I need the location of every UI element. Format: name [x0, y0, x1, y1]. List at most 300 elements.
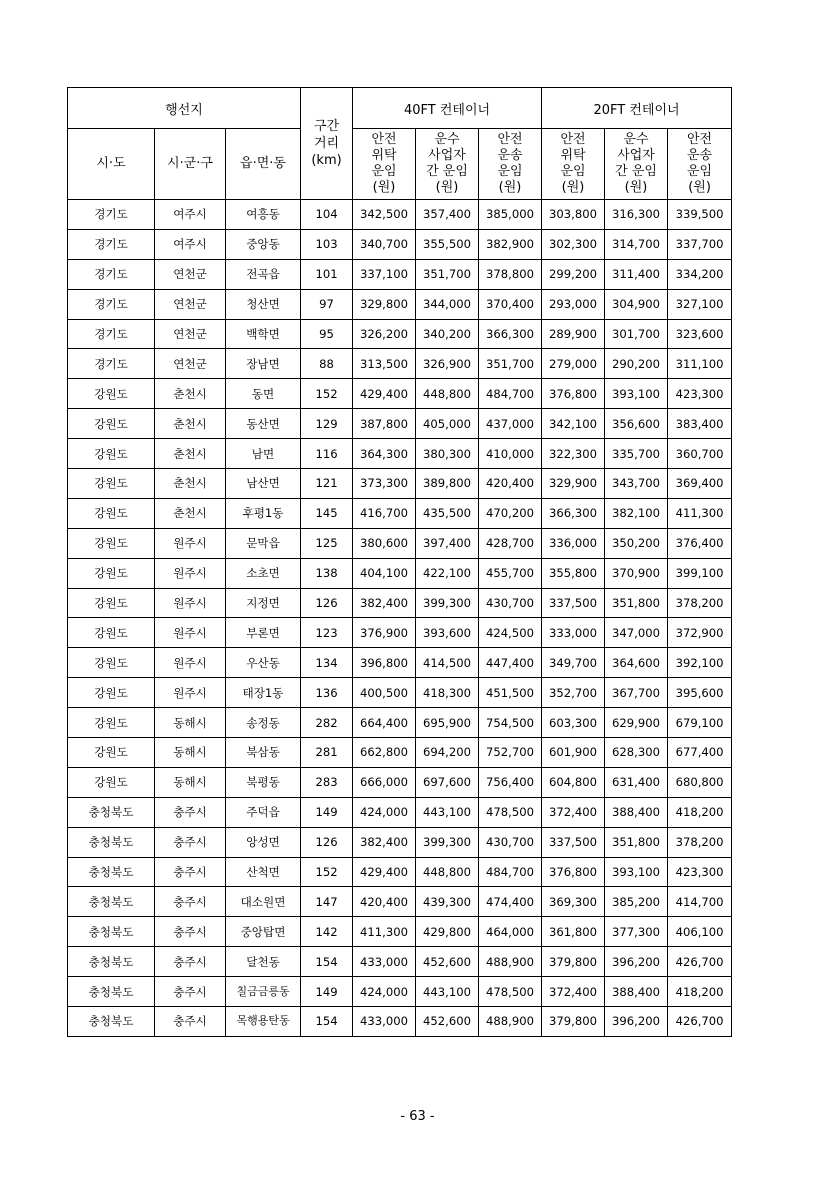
ft20-safe-transport-cell: 323,600	[668, 319, 732, 349]
eupmyeondong-cell: 칠금금릉동	[226, 977, 301, 1007]
ft20-safe-consign-cell: 372,400	[542, 797, 605, 827]
eupmyeondong-cell: 장남면	[226, 349, 301, 379]
ft40-safe-transport-cell: 754,500	[479, 708, 542, 738]
ft40-carrier-cell: 326,900	[416, 349, 479, 379]
table-row	[68, 558, 732, 588]
ft20-safe-consign-cell: 379,800	[542, 947, 605, 977]
distance-cell: 282	[301, 708, 353, 738]
ft40-carrier-cell: 389,800	[416, 469, 479, 499]
ft20-carrier-cell: 304,900	[605, 289, 668, 319]
table-row	[68, 289, 732, 319]
eupmyeondong-cell: 지정면	[226, 588, 301, 618]
ft20-safe-transport-cell: 334,200	[668, 259, 732, 289]
eupmyeondong-cell: 청산면	[226, 289, 301, 319]
ft40-safe-consign-cell: 380,600	[353, 528, 416, 558]
ft20-header: 20FT 컨테이너	[542, 88, 732, 129]
ft40-safe-consign-cell: 382,400	[353, 588, 416, 618]
ft20-carrier-cell: 388,400	[605, 797, 668, 827]
ft20-carrier-cell: 335,700	[605, 439, 668, 469]
ft20-carrier-cell: 393,100	[605, 379, 668, 409]
ft40-safe-transport-cell: 382,900	[479, 229, 542, 259]
sido-cell: 강원도	[68, 379, 155, 409]
ft20-safe-transport-cell: 677,400	[668, 738, 732, 768]
sido-cell: 충청북도	[68, 1007, 155, 1037]
ft20-safe-transport-cell: 327,100	[668, 289, 732, 319]
ft20-safe-transport-cell: 406,100	[668, 917, 732, 947]
ft20-carrier-cell: 364,600	[605, 648, 668, 678]
sido-cell: 충청북도	[68, 797, 155, 827]
ft20-carrier-cell: 396,200	[605, 1007, 668, 1037]
ft40-safe-consign-cell: 313,500	[353, 349, 416, 379]
ft20-carrier-header: 운수 사업자 간 운임 (원)	[605, 129, 668, 200]
ft40-safe-transport-cell: 370,400	[479, 289, 542, 319]
ft20-safe-transport-cell: 414,700	[668, 887, 732, 917]
distance-cell: 126	[301, 588, 353, 618]
sido-cell: 충청북도	[68, 887, 155, 917]
eupmyeondong-cell: 전곡읍	[226, 259, 301, 289]
eupmyeondong-cell: 백학면	[226, 319, 301, 349]
ft40-safe-transport-cell: 756,400	[479, 767, 542, 797]
sigungu-cell: 춘천시	[155, 469, 226, 499]
sigungu-cell: 원주시	[155, 648, 226, 678]
ft40-safe-transport-cell: 366,300	[479, 319, 542, 349]
sido-cell: 충청북도	[68, 977, 155, 1007]
ft40-carrier-header: 운수 사업자 간 운임 (원)	[416, 129, 479, 200]
ft20-carrier-cell: 311,400	[605, 259, 668, 289]
ft40-safe-consign-cell: 429,400	[353, 857, 416, 887]
sido-cell: 강원도	[68, 528, 155, 558]
ft20-safe-consign-cell: 337,500	[542, 588, 605, 618]
ft40-safe-consign-cell: 400,500	[353, 678, 416, 708]
sido-cell: 충청북도	[68, 827, 155, 857]
eupmyeondong-cell: 동면	[226, 379, 301, 409]
sigungu-cell: 연천군	[155, 259, 226, 289]
ft20-safe-transport-cell: 369,400	[668, 469, 732, 499]
distance-header-unit: (km)	[311, 153, 342, 168]
eupmyeondong-cell: 북평동	[226, 767, 301, 797]
ft20-safe-transport-cell: 423,300	[668, 857, 732, 887]
ft20-safe-transport-cell: 339,500	[668, 200, 732, 230]
table-row	[68, 738, 732, 768]
ft40-carrier-cell: 405,000	[416, 409, 479, 439]
table-row	[68, 857, 732, 887]
eupmyeondong-cell: 부론면	[226, 618, 301, 648]
distance-cell: 121	[301, 469, 353, 499]
ft40-carrier-cell: 399,300	[416, 588, 479, 618]
ft20-safe-consign-cell: 376,800	[542, 379, 605, 409]
ft20-carrier-cell: 393,100	[605, 857, 668, 887]
ft40-carrier-cell: 399,300	[416, 827, 479, 857]
ft20-safe-transport-cell: 360,700	[668, 439, 732, 469]
ft20-carrier-cell: 629,900	[605, 708, 668, 738]
ft20-safe-consign-cell: 361,800	[542, 917, 605, 947]
eupmyeondong-cell: 문막읍	[226, 528, 301, 558]
sido-cell: 강원도	[68, 498, 155, 528]
sigungu-cell: 춘천시	[155, 498, 226, 528]
sido-cell: 강원도	[68, 469, 155, 499]
ft20-safe-consign-cell: 342,100	[542, 409, 605, 439]
ft40-safe-consign-cell: 664,400	[353, 708, 416, 738]
ft40-carrier-cell: 435,500	[416, 498, 479, 528]
ft20-carrier-cell: 356,600	[605, 409, 668, 439]
table-row	[68, 319, 732, 349]
eupmyeondong-cell: 후평1동	[226, 498, 301, 528]
sigungu-cell: 원주시	[155, 528, 226, 558]
ft20-safe-consign-cell: 337,500	[542, 827, 605, 857]
ft40-safe-consign-cell: 364,300	[353, 439, 416, 469]
ft20-safe-consign-cell: 604,800	[542, 767, 605, 797]
ft40-safe-transport-cell: 478,500	[479, 797, 542, 827]
ft40-safe-transport-cell: 428,700	[479, 528, 542, 558]
ft20-safe-consign-cell: 376,800	[542, 857, 605, 887]
ft40-carrier-cell: 694,200	[416, 738, 479, 768]
ft40-safe-consign-cell: 326,200	[353, 319, 416, 349]
ft20-carrier-cell: 385,200	[605, 887, 668, 917]
table-row	[68, 1007, 732, 1037]
ft40-safe-transport-cell: 385,000	[479, 200, 542, 230]
ft40-safe-transport-header: 안전 운송 운임 (원)	[479, 129, 542, 200]
table-header	[68, 88, 732, 200]
table-row	[68, 528, 732, 558]
ft40-carrier-cell: 443,100	[416, 977, 479, 1007]
ft40-safe-transport-cell: 752,700	[479, 738, 542, 768]
eupmyeondong-cell: 주덕읍	[226, 797, 301, 827]
eupmyeondong-cell: 중앙동	[226, 229, 301, 259]
sigungu-cell: 연천군	[155, 289, 226, 319]
sigungu-cell: 춘천시	[155, 409, 226, 439]
sigungu-cell: 충주시	[155, 917, 226, 947]
table-row	[68, 439, 732, 469]
sido-cell: 강원도	[68, 648, 155, 678]
eupmyeondong-cell: 동산면	[226, 409, 301, 439]
ft20-safe-transport-cell: 680,800	[668, 767, 732, 797]
eupmyeondong-cell: 남산면	[226, 469, 301, 499]
ft20-safe-transport-cell: 426,700	[668, 947, 732, 977]
ft40-safe-transport-cell: 478,500	[479, 977, 542, 1007]
ft20-safe-transport-cell: 399,100	[668, 558, 732, 588]
ft40-carrier-cell: 429,800	[416, 917, 479, 947]
distance-cell: 145	[301, 498, 353, 528]
ft40-safe-consign-cell: 342,500	[353, 200, 416, 230]
sido-cell: 충청북도	[68, 947, 155, 977]
ft20-safe-consign-cell: 372,400	[542, 977, 605, 1007]
ft20-carrier-cell: 377,300	[605, 917, 668, 947]
ft20-safe-consign-cell: 302,300	[542, 229, 605, 259]
sigungu-cell: 동해시	[155, 708, 226, 738]
ft20-safe-transport-cell: 378,200	[668, 588, 732, 618]
table-row	[68, 678, 732, 708]
ft20-safe-transport-cell: 426,700	[668, 1007, 732, 1037]
ft20-safe-transport-cell: 337,700	[668, 229, 732, 259]
eupmyeondong-cell: 송정동	[226, 708, 301, 738]
ft20-safe-consign-cell: 293,000	[542, 289, 605, 319]
sido-cell: 경기도	[68, 229, 155, 259]
sigungu-cell: 원주시	[155, 618, 226, 648]
distance-header-line1: 구간	[313, 119, 340, 134]
sigungu-cell: 동해시	[155, 738, 226, 768]
table-row	[68, 827, 732, 857]
sido-cell: 강원도	[68, 409, 155, 439]
sido-cell: 충청북도	[68, 917, 155, 947]
table-body	[68, 200, 732, 1037]
ft40-safe-transport-cell: 488,900	[479, 1007, 542, 1037]
ft40-safe-consign-cell: 404,100	[353, 558, 416, 588]
distance-header	[301, 88, 353, 200]
table-row	[68, 409, 732, 439]
ft20-safe-consign-cell: 366,300	[542, 498, 605, 528]
ft20-safe-transport-cell: 423,300	[668, 379, 732, 409]
eupmyeondong-cell: 중앙탑면	[226, 917, 301, 947]
ft40-safe-consign-header: 안전 위탁 운임 (원)	[353, 129, 416, 200]
ft40-safe-transport-cell: 464,000	[479, 917, 542, 947]
ft20-safe-transport-cell: 311,100	[668, 349, 732, 379]
distance-header-line2: 거리	[313, 136, 340, 151]
distance-cell: 283	[301, 767, 353, 797]
ft20-carrier-cell: 388,400	[605, 977, 668, 1007]
ft40-safe-consign-cell: 429,400	[353, 379, 416, 409]
distance-cell: 149	[301, 977, 353, 1007]
sigungu-cell: 충주시	[155, 947, 226, 977]
distance-cell: 138	[301, 558, 353, 588]
distance-cell: 116	[301, 439, 353, 469]
ft40-carrier-cell: 357,400	[416, 200, 479, 230]
ft40-safe-consign-cell: 387,800	[353, 409, 416, 439]
sigungu-cell: 연천군	[155, 349, 226, 379]
ft40-safe-consign-cell: 329,800	[353, 289, 416, 319]
distance-cell: 147	[301, 887, 353, 917]
eupmyeondong-cell: 산척면	[226, 857, 301, 887]
ft40-safe-consign-cell: 424,000	[353, 977, 416, 1007]
sido-cell: 경기도	[68, 319, 155, 349]
table-row	[68, 379, 732, 409]
ft20-carrier-cell: 631,400	[605, 767, 668, 797]
ft20-safe-consign-header: 안전 위탁 운임 (원)	[542, 129, 605, 200]
table-row	[68, 947, 732, 977]
ft40-carrier-cell: 443,100	[416, 797, 479, 827]
ft20-safe-transport-cell: 411,300	[668, 498, 732, 528]
ft20-safe-consign-cell: 369,300	[542, 887, 605, 917]
sigungu-header: 시·군·구	[155, 129, 226, 200]
page-number: - 63 -	[400, 1109, 435, 1124]
table-row	[68, 588, 732, 618]
distance-cell: 125	[301, 528, 353, 558]
ft40-safe-consign-cell: 433,000	[353, 1007, 416, 1037]
ft40-safe-transport-cell: 484,700	[479, 379, 542, 409]
ft40-safe-consign-cell: 337,100	[353, 259, 416, 289]
table-row	[68, 349, 732, 379]
sido-cell: 경기도	[68, 349, 155, 379]
sido-cell: 강원도	[68, 558, 155, 588]
table-row	[68, 469, 732, 499]
ft40-safe-transport-cell: 424,500	[479, 618, 542, 648]
sigungu-cell: 충주시	[155, 977, 226, 1007]
ft40-safe-transport-cell: 488,900	[479, 947, 542, 977]
ft40-carrier-cell: 397,400	[416, 528, 479, 558]
ft40-carrier-cell: 393,600	[416, 618, 479, 648]
distance-cell: 95	[301, 319, 353, 349]
distance-cell: 154	[301, 947, 353, 977]
ft40-carrier-cell: 351,700	[416, 259, 479, 289]
distance-cell: 126	[301, 827, 353, 857]
ft40-safe-consign-cell: 411,300	[353, 917, 416, 947]
table-row	[68, 977, 732, 1007]
ft40-safe-transport-cell: 420,400	[479, 469, 542, 499]
ft20-carrier-cell: 351,800	[605, 588, 668, 618]
sido-cell: 경기도	[68, 289, 155, 319]
ft20-carrier-cell: 301,700	[605, 319, 668, 349]
ft40-safe-consign-cell: 666,000	[353, 767, 416, 797]
ft40-safe-transport-cell: 378,800	[479, 259, 542, 289]
ft20-carrier-cell: 396,200	[605, 947, 668, 977]
sigungu-cell: 원주시	[155, 588, 226, 618]
ft20-safe-consign-cell: 289,900	[542, 319, 605, 349]
ft40-carrier-cell: 355,500	[416, 229, 479, 259]
ft20-safe-consign-cell: 303,800	[542, 200, 605, 230]
ft40-carrier-cell: 418,300	[416, 678, 479, 708]
ft40-safe-consign-cell: 420,400	[353, 887, 416, 917]
ft20-safe-transport-cell: 383,400	[668, 409, 732, 439]
sido-cell: 강원도	[68, 678, 155, 708]
eupmyeondong-cell: 달천동	[226, 947, 301, 977]
ft40-carrier-cell: 344,000	[416, 289, 479, 319]
eupmyeondong-cell: 소초면	[226, 558, 301, 588]
ft20-safe-transport-header: 안전 운송 운임 (원)	[668, 129, 732, 200]
sido-header: 시·도	[68, 129, 155, 200]
sigungu-cell: 동해시	[155, 767, 226, 797]
sido-cell: 강원도	[68, 738, 155, 768]
ft40-safe-transport-cell: 430,700	[479, 827, 542, 857]
ft20-carrier-cell: 628,300	[605, 738, 668, 768]
ft40-safe-consign-cell: 424,000	[353, 797, 416, 827]
sigungu-cell: 여주시	[155, 229, 226, 259]
ft20-carrier-cell: 316,300	[605, 200, 668, 230]
ft20-safe-transport-cell: 378,200	[668, 827, 732, 857]
distance-cell: 136	[301, 678, 353, 708]
table-row	[68, 917, 732, 947]
ft40-safe-transport-cell: 474,400	[479, 887, 542, 917]
ft40-safe-consign-cell: 396,800	[353, 648, 416, 678]
sido-cell: 경기도	[68, 259, 155, 289]
distance-cell: 104	[301, 200, 353, 230]
ft40-safe-transport-cell: 437,000	[479, 409, 542, 439]
eupmyeondong-cell: 우산동	[226, 648, 301, 678]
table-row	[68, 648, 732, 678]
ft40-safe-consign-cell: 340,700	[353, 229, 416, 259]
distance-cell: 281	[301, 738, 353, 768]
eupmyeondong-cell: 북삼동	[226, 738, 301, 768]
ft40-carrier-cell: 697,600	[416, 767, 479, 797]
sigungu-cell: 연천군	[155, 319, 226, 349]
ft20-safe-consign-cell: 379,800	[542, 1007, 605, 1037]
ft20-carrier-cell: 343,700	[605, 469, 668, 499]
ft40-safe-transport-cell: 470,200	[479, 498, 542, 528]
distance-cell: 123	[301, 618, 353, 648]
ft40-safe-transport-cell: 484,700	[479, 857, 542, 887]
distance-cell: 152	[301, 857, 353, 887]
ft40-carrier-cell: 422,100	[416, 558, 479, 588]
ft20-safe-consign-cell: 349,700	[542, 648, 605, 678]
table-row	[68, 259, 732, 289]
distance-cell: 88	[301, 349, 353, 379]
sido-cell: 강원도	[68, 708, 155, 738]
ft40-safe-transport-cell: 451,500	[479, 678, 542, 708]
ft40-carrier-cell: 340,200	[416, 319, 479, 349]
table-row	[68, 618, 732, 648]
distance-cell: 129	[301, 409, 353, 439]
ft40-safe-transport-cell: 447,400	[479, 648, 542, 678]
eupmyeondong-cell: 남면	[226, 439, 301, 469]
table-row	[68, 708, 732, 738]
ft40-safe-consign-cell: 416,700	[353, 498, 416, 528]
ft40-carrier-cell: 452,600	[416, 1007, 479, 1037]
sido-cell: 강원도	[68, 588, 155, 618]
table-row	[68, 797, 732, 827]
table-row	[68, 229, 732, 259]
sigungu-cell: 원주시	[155, 558, 226, 588]
sigungu-cell: 충주시	[155, 887, 226, 917]
ft40-header: 40FT 컨테이너	[353, 88, 542, 129]
sido-cell: 강원도	[68, 439, 155, 469]
ft20-carrier-cell: 370,900	[605, 558, 668, 588]
ft20-safe-consign-cell: 601,900	[542, 738, 605, 768]
ft20-safe-transport-cell: 418,200	[668, 977, 732, 1007]
ft40-carrier-cell: 448,800	[416, 857, 479, 887]
ft40-safe-consign-cell: 433,000	[353, 947, 416, 977]
ft40-safe-transport-cell: 351,700	[479, 349, 542, 379]
ft20-carrier-cell: 351,800	[605, 827, 668, 857]
ft20-safe-transport-cell: 376,400	[668, 528, 732, 558]
ft20-safe-consign-cell: 333,000	[542, 618, 605, 648]
ft40-carrier-cell: 695,900	[416, 708, 479, 738]
ft20-safe-transport-cell: 372,900	[668, 618, 732, 648]
sigungu-cell: 춘천시	[155, 379, 226, 409]
table-row	[68, 887, 732, 917]
ft40-carrier-cell: 448,800	[416, 379, 479, 409]
ft20-safe-consign-cell: 322,300	[542, 439, 605, 469]
sigungu-cell: 춘천시	[155, 439, 226, 469]
table-row	[68, 498, 732, 528]
sido-cell: 강원도	[68, 618, 155, 648]
ft20-safe-consign-cell: 603,300	[542, 708, 605, 738]
eupmyeondong-cell: 태장1동	[226, 678, 301, 708]
ft20-safe-transport-cell: 395,600	[668, 678, 732, 708]
ft20-safe-transport-cell: 392,100	[668, 648, 732, 678]
sigungu-cell: 충주시	[155, 1007, 226, 1037]
ft20-carrier-cell: 314,700	[605, 229, 668, 259]
eupmyeondong-cell: 앙성면	[226, 827, 301, 857]
ft40-safe-transport-cell: 455,700	[479, 558, 542, 588]
ft40-safe-transport-cell: 430,700	[479, 588, 542, 618]
ft20-carrier-cell: 367,700	[605, 678, 668, 708]
table-row	[68, 767, 732, 797]
sigungu-cell: 충주시	[155, 827, 226, 857]
destination-header: 행선지	[68, 88, 301, 129]
ft20-carrier-cell: 347,000	[605, 618, 668, 648]
ft20-safe-consign-cell: 355,800	[542, 558, 605, 588]
table-row	[68, 200, 732, 230]
distance-cell: 149	[301, 797, 353, 827]
ft40-safe-consign-cell: 373,300	[353, 469, 416, 499]
ft20-safe-transport-cell: 679,100	[668, 708, 732, 738]
ft40-carrier-cell: 380,300	[416, 439, 479, 469]
distance-cell: 152	[301, 379, 353, 409]
distance-cell: 101	[301, 259, 353, 289]
freight-rate-table	[67, 87, 732, 1037]
eupmyeondong-header: 읍·면·동	[226, 129, 301, 200]
ft40-carrier-cell: 414,500	[416, 648, 479, 678]
sido-cell: 경기도	[68, 200, 155, 230]
distance-cell: 154	[301, 1007, 353, 1037]
